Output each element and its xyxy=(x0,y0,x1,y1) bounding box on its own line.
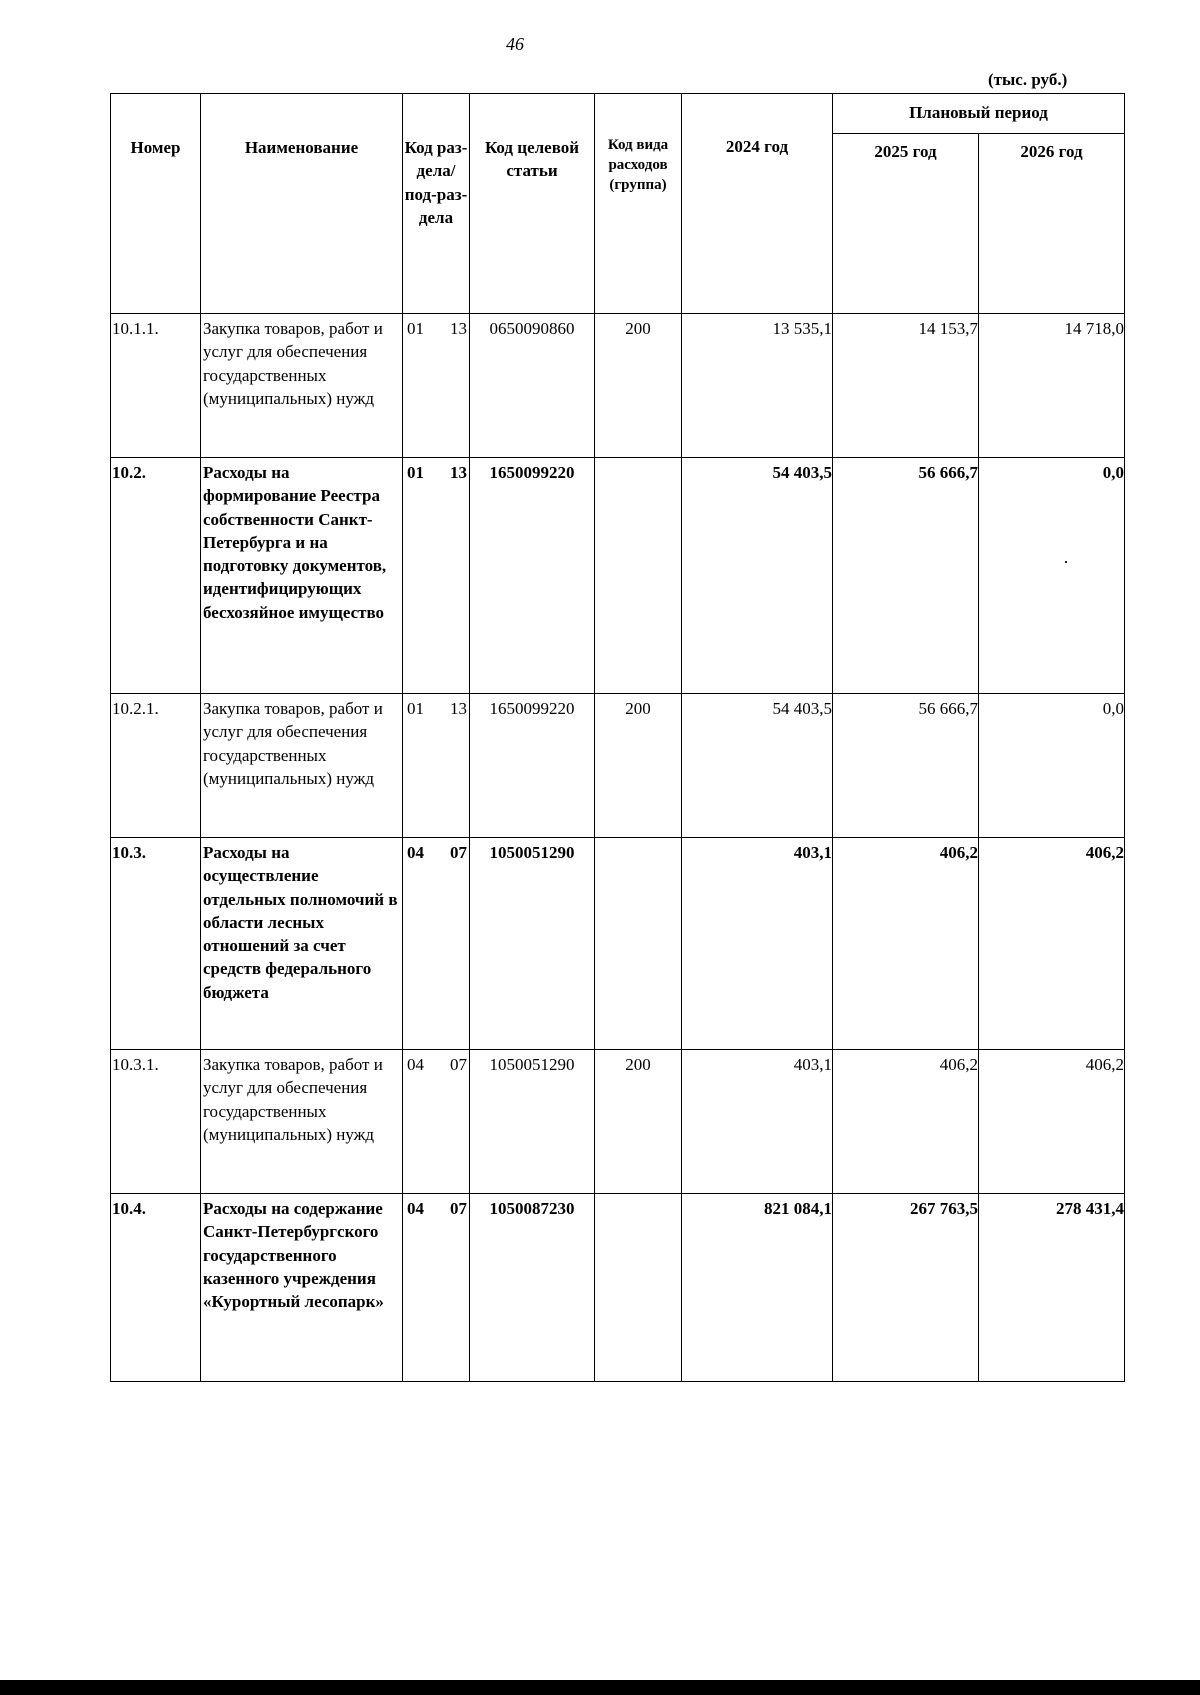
header-planned-period: Плановый период xyxy=(833,94,1125,134)
row-target-code: 1050051290 xyxy=(470,1050,595,1194)
row-amount-2024: 821 084,1 xyxy=(682,1194,833,1382)
row-number: 10.2. xyxy=(111,458,201,694)
row-amount-2025: 56 666,7 xyxy=(833,458,979,694)
header-section-code: Код раз-дела/ под-раз-дела xyxy=(403,94,470,314)
subsection-code: 07 xyxy=(450,1055,467,1074)
subsection-code: 13 xyxy=(450,463,467,482)
section-code: 04 xyxy=(407,1199,424,1218)
row-name: Расходы на осуществление отдельных полномочий в области лесных отношений за счет средств федерального бюджета xyxy=(201,838,403,1050)
table-row xyxy=(111,314,1125,458)
row-amount-2024: 403,1 xyxy=(682,838,833,1050)
row-amount-2026: 14 718,0 xyxy=(979,314,1125,458)
row-amount-2026: 278 431,4 xyxy=(979,1194,1125,1382)
row-expense-kind xyxy=(595,1194,682,1382)
row-number: 10.4. xyxy=(111,1194,201,1382)
row-section-code xyxy=(403,458,470,694)
row-amount-2024: 54 403,5 xyxy=(682,458,833,694)
row-target-code: 0650090860 xyxy=(470,314,595,458)
table-row xyxy=(111,694,1125,838)
page-number: 46 xyxy=(506,34,524,54)
subsection-code: 13 xyxy=(450,319,467,338)
row-name: Расходы на формирование Реестра собственности Санкт-Петербурга и на подготовку документов, идентифицирующих бесхозяйное имущество xyxy=(201,458,403,694)
subsection-code: 07 xyxy=(450,1199,467,1218)
row-amount-2026: 0,0 xyxy=(979,458,1125,694)
row-amount-2024: 54 403,5 xyxy=(682,694,833,838)
row-number: 10.3.1. xyxy=(111,1050,201,1194)
table-body xyxy=(111,314,1125,1382)
header-2024: 2024 год xyxy=(682,94,833,314)
section-code: 04 xyxy=(407,1055,424,1074)
row-name: Закупка товаров, работ и услуг для обеспечения государственных (муниципальных) нужд xyxy=(201,1050,403,1194)
row-section-code xyxy=(403,694,470,838)
section-code: 01 xyxy=(407,463,424,482)
row-amount-2026: 406,2 xyxy=(979,838,1125,1050)
table-row xyxy=(111,458,1125,694)
row-number: 10.3. xyxy=(111,838,201,1050)
scan-speck xyxy=(1065,561,1067,563)
row-target-code: 1650099220 xyxy=(470,694,595,838)
table-row xyxy=(111,838,1125,1050)
section-code: 01 xyxy=(407,699,424,718)
header-2026: 2026 год xyxy=(979,134,1125,314)
row-expense-kind xyxy=(595,458,682,694)
row-amount-2025: 406,2 xyxy=(833,838,979,1050)
row-section-code xyxy=(403,1194,470,1382)
row-amount-2025: 56 666,7 xyxy=(833,694,979,838)
row-amount-2025: 267 763,5 xyxy=(833,1194,979,1382)
row-name: Закупка товаров, работ и услуг для обеспечения государственных (муниципальных) нужд xyxy=(201,314,403,458)
header-number: Номер xyxy=(111,94,201,314)
row-amount-2025: 14 153,7 xyxy=(833,314,979,458)
header-name: Наименование xyxy=(201,94,403,314)
row-section-code xyxy=(403,838,470,1050)
row-expense-kind: 200 xyxy=(595,314,682,458)
row-expense-kind xyxy=(595,838,682,1050)
table-row xyxy=(111,1050,1125,1194)
section-code: 01 xyxy=(407,319,424,338)
subsection-code: 07 xyxy=(450,843,467,862)
row-amount-2024: 403,1 xyxy=(682,1050,833,1194)
row-expense-kind: 200 xyxy=(595,1050,682,1194)
row-target-code: 1050087230 xyxy=(470,1194,595,1382)
row-amount-2024: 13 535,1 xyxy=(682,314,833,458)
header-expense-kind: Код вида расходов (группа) xyxy=(595,94,682,314)
row-number: 10.1.1. xyxy=(111,314,201,458)
header-2025: 2025 год xyxy=(833,134,979,314)
row-name: Расходы на содержание Санкт-Петербургского государственного казенного учреждения «Курортный лесопарк» xyxy=(201,1194,403,1382)
row-number: 10.2.1. xyxy=(111,694,201,838)
row-amount-2026: 0,0 xyxy=(979,694,1125,838)
header-target-code: Код целевой статьи xyxy=(470,94,595,314)
subsection-code: 13 xyxy=(450,699,467,718)
row-target-code: 1650099220 xyxy=(470,458,595,694)
budget-table xyxy=(110,93,1125,1382)
scan-bottom-edge xyxy=(0,1680,1200,1695)
row-name: Закупка товаров, работ и услуг для обеспечения государственных (муниципальных) нужд xyxy=(201,694,403,838)
table-row xyxy=(111,1194,1125,1382)
row-section-code xyxy=(403,1050,470,1194)
row-target-code: 1050051290 xyxy=(470,838,595,1050)
row-amount-2025: 406,2 xyxy=(833,1050,979,1194)
row-amount-2026: 406,2 xyxy=(979,1050,1125,1194)
units-label: (тыс. руб.) xyxy=(988,70,1068,89)
section-code: 04 xyxy=(407,843,424,862)
row-section-code xyxy=(403,314,470,458)
row-expense-kind: 200 xyxy=(595,694,682,838)
